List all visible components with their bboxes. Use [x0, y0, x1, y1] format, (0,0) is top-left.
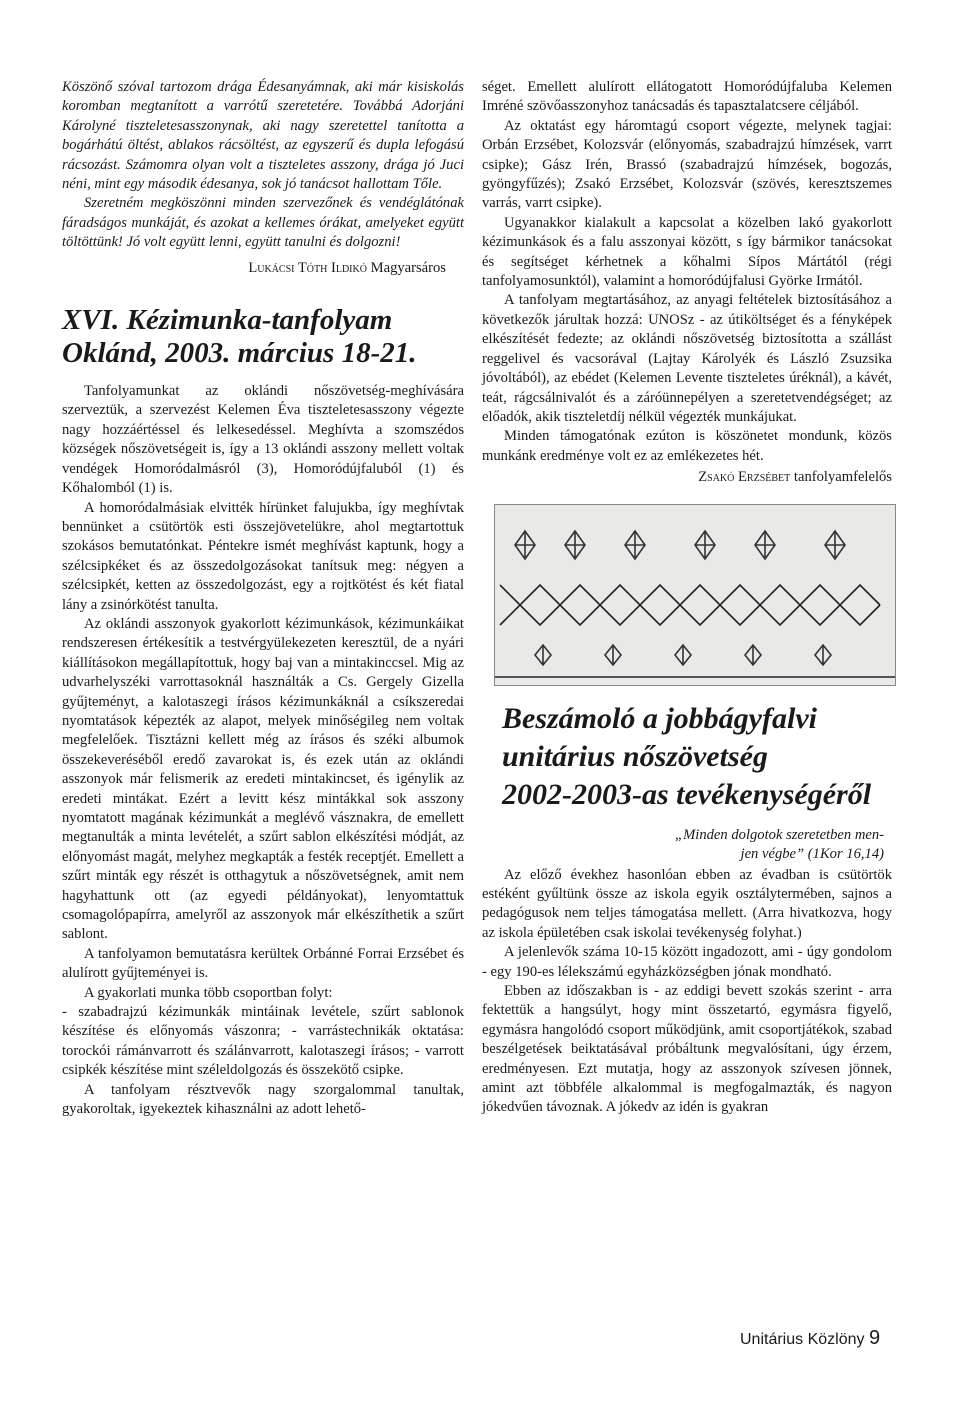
- intro-paragraph-2: Szeretném megköszönni minden szervezőnek és vendéglátónak fáradságos munkáját, és azokat a kellemes órákat, amelyeket együtt töltöttünk! Jó volt együtt lenni, együtt tanulni és dolgozni!: [62, 195, 464, 251]
- heading2-line-1: Beszámoló a jobbágyfalvi: [502, 701, 817, 735]
- article-heading-kezimunka: [62, 304, 464, 370]
- page-footer: [740, 1327, 880, 1350]
- body-paragraph: Ebben az időszakban is - az eddigi bevett szokás szerint - arra fektettük a hangsúlyt, hogy mint összetartó, egymásra figyelő, egymásra hangolódó csoport működjünk, amit csoportjátékok, szabad beszélgetések beiktatásával próbáltunk megvalósítani, úgy érzem, eredményesen. Ezt mutatja, hogy az asszonyok szívesen jönnek, amint azt többféle alkalommal is megfogalmazták, és nagyon jókedvűen távoznak. A jókedv az idén is gyakran: [482, 982, 892, 1116]
- body-paragraph: Ugyanakkor kialakult a kapcsolat a közelben lakó gyakorlott kézimunkások és a falu asszonyai között, s így bármikor tanácsokat és segítséget kérhetnek a kőhalmi Sípos Mártától (régi tanfolyamosunktól), valamint a homoródújfalusi Györke Irmától.: [482, 214, 892, 290]
- motif-row-top: [515, 531, 845, 559]
- body-paragraph: A tanfolyamon bemutatásra kerültek Orbánné Forrai Erzsébet és alulírott gyűjteményei is.: [62, 945, 464, 982]
- body-paragraph: Tanfolyamunkat az oklándi nőszövetség-meghívására szerveztük, a szervezést Kelemen Éva tiszteletesasszony végezte nagy hozzáértéssel és lelkesedéssel. Meghívta a szomszédos községek nőszövetségeit is, így a 13 oklándi asszony mellett voltak vendégek Homoródalmásról (3), Homoródújfaluból (1) és Kőhalomból (1) is.: [62, 383, 464, 497]
- continued-paragraph: séget. Emellett alulírott ellátogatott Homoródújfaluba Kelemen Imréné szövőasszonyhoz tanácsadás és tapasztalatcsere céljából.: [482, 79, 892, 115]
- body-paragraph: A gyakorlati munka több csoportban folyt:: [84, 984, 333, 1001]
- left-signature-name: Lukácsi Tóth Ildikó: [248, 259, 367, 276]
- left-signature: [62, 259, 446, 278]
- article-heading-beszamolo: [502, 700, 892, 814]
- right-signature-role: tanfolyamfelelős: [793, 469, 892, 486]
- left-signature-place: Magyarsáros: [370, 259, 446, 276]
- intro-paragraph-1: Köszönő szóval tartozom drága Édesanyámnak, aki már kisiskolás koromban megtanított a varrótű szeretetére. Továbbá Adorjáni Károlyné tiszteletesasszonynak, aki nagy szeretettel tanította a bogárhátú öltést, ablakos rácsöltést, az egyszerű és dupla lefogású rácsozást. Számomra olyan volt a tiszteletes asszony, drága jó Juci néni, mint egy második édesanya, sok jó tanácsot hallottam Tőle.: [62, 79, 464, 193]
- embroidery-pattern-photo: [494, 504, 896, 686]
- body-paragraph: Az előző évekhez hasonlóan ebben az évadban is csütörtök estéként gyűltünk össze az iskola egyik osztálytermében, sajnos a pedagógusok nem teljes támogatása mellett. (Arra hivatkozva, hogy az iskola épületében csak iskolai tevékenység folyhat.): [482, 866, 892, 941]
- body-paragraph: A homoródalmásiak elvitték hírünket falujukba, így meghívtak bennünket a csütörtök esti összejövetelükre, ahol megtartottuk szokásos bemutatónkat. Péntekre ismét meghívást kaptunk, hogy a szélcsipkéket és az összedolgozásokat tanítsuk meg: négyen a szélcsipkét, ketten az összedolgozást, egy a rojtkötést és két fiatal lány a zsinórkötést tanulta.: [62, 499, 464, 613]
- body-paragraph: - szabadrajzú kézimunkák mintáinak levétele, szűrt sablonok készítése és előnyomás vászonra; - varrástechnikák oktatása: torockói rámánvarrott és szálánvarrott, kalotaszegi írásos; - varrott csipkék készítése mint széleldolgozás és összekötő csipke.: [62, 1004, 464, 1079]
- right-signature-name: Zsakó Erzsébet: [698, 469, 791, 486]
- heading2-line-3: 2002-2003-as tevékenységéről: [502, 777, 872, 811]
- body-paragraph: A jelenlevők száma 10-15 között ingadozott, ami - úgy gondolom - egy 190-es lélekszámú egyházközségben jónak mondható.: [482, 944, 892, 980]
- right-column: [482, 78, 892, 1118]
- motto-quote: [482, 826, 884, 864]
- heading2-line-2: unitárius nőszövetség: [502, 739, 768, 773]
- motto-line-1: „Minden dolgotok szeretetben men-: [675, 826, 884, 843]
- left-column: [62, 78, 464, 1120]
- body-paragraph: A tanfolyam megtartásához, az anyagi feltételek biztosításához a következők járultak hozzá: UNOSz - az útiköltséget és a fényképek elkészítését fedezte; az oklándi nőszövetség biztosította a szállást reggelivel és vacsorával (Lajtay Károlyék és László Zsuzsika jóvoltából), az ebédet (Kelemen Levente tiszteletes úréknál), a kávét, teát, rágcsálnivalót és a záróünnepélyen a szeretetvendégséget; az előadók, akik tiszteletdíj nélkül végezték munkájukat.: [482, 292, 892, 425]
- right-signature: [482, 468, 892, 487]
- body-paragraph: A tanfolyam résztvevők nagy szorgalommal tanultak, gyakoroltak, igyekeztek kihasználni az adott lehető-: [62, 1081, 464, 1118]
- motif-row-bottom: [535, 645, 831, 665]
- motto-line-2: jen végbe” (1Kor 16,14): [740, 845, 884, 862]
- heading-line-2: Oklánd, 2003. március 18-21.: [62, 337, 417, 370]
- page-number: 9: [868, 1327, 881, 1349]
- publication-name: Unitárius Közlöny: [740, 1331, 865, 1348]
- body-paragraph: Az oktatást egy háromtagú csoport végezte, melynek tagjai: Orbán Erzsébet, Kolozsvár (előnyomás, szabadrajzú hímzések, varrt csipke); Gász Irén, Brassó (szabadrajzú hímzések, bogozás, gyöngyfűzés); Zsakó Erzsébet, Kolozsvár (szövés, keresztszemes varrás, varrt csipke).: [482, 117, 892, 212]
- cross-stitch-pattern-icon: [495, 505, 895, 685]
- heading-line-1: XVI. Kézimunka-tanfolyam: [62, 304, 393, 337]
- body-paragraph: Az oklándi asszonyok gyakorlott kézimunkások, kézimunkáikat rendszeresen értékesítik a testvérgyülekezeten keresztül, de a nyári kiállításokon megállapítottuk, hogy baj van a mintakinccsel. Mig az udvarhelyszéki varrottasoknál használták a Cs. Gergely Gizella gyűjteményt, a kalotaszegi írásos kézimunkáknál a csíkszeredai nyomtatások képezték az alapot, melyek minőségileg nem voltak megfelelőek. Tisztázni kellett még az írásos és széki albumok összekeveréséből eredő zavarokat is, és ezek után az oklándi asszonyok már felismerik az eredeti mintakincset, és igénylik az eredeti mintákat. Ezért a levitt kész mintákkal sok asszony nyomtatott magának kézimunkát a meglévő vásznakra, de emellett megtanulták a minta levételét, a szűrt sablon elkészítési módját, az előnyomást magát, melyhez megkapták a festék receptjét. Emellett a szűrt minták egy részét is otthagytuk a nőszövetségnek, amit nem hagyhattunk ott (az egyedi példányokat), lenyomtattuk csomagolópapírra, amelyről az asszonyok már elkészíthetik a szűrt sablont.: [62, 615, 464, 943]
- body-paragraph: Minden támogatónak ezúton is köszönetet mondunk, közös munkánk eredménye volt ez az emlékezetes hét.: [482, 428, 892, 464]
- motif-band-middle: [500, 585, 880, 625]
